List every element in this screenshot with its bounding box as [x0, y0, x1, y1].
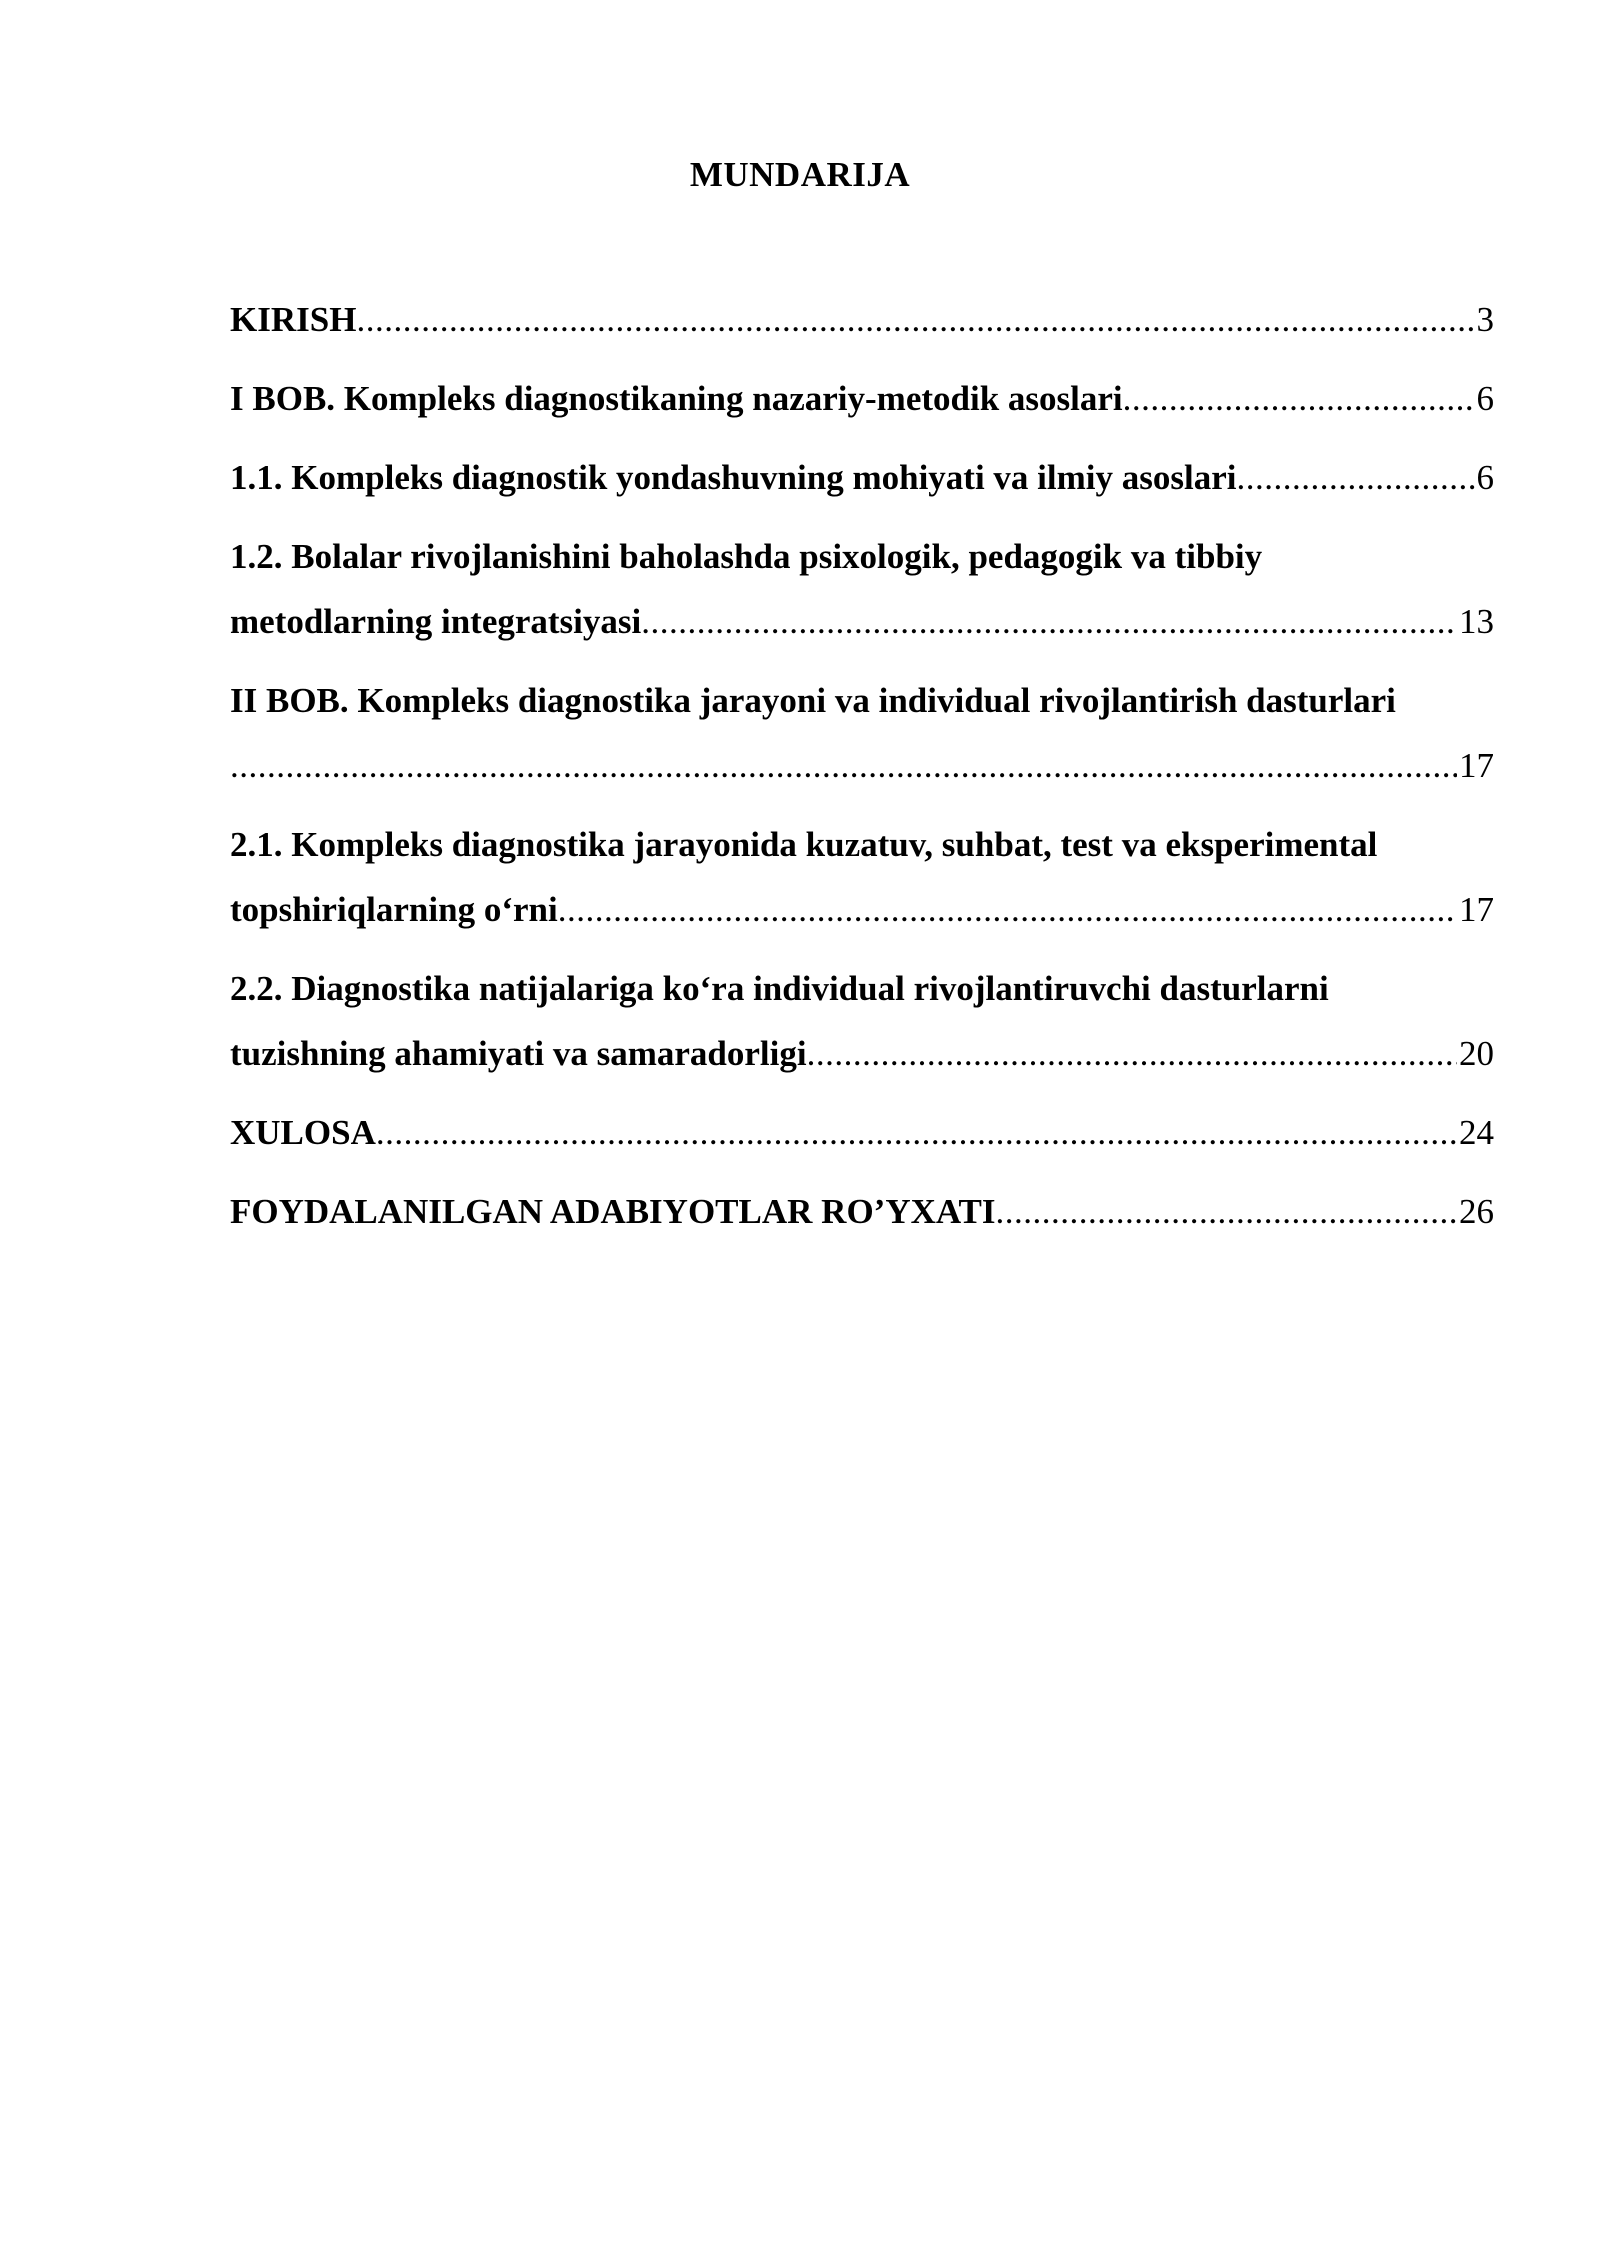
toc-line [230, 812, 1494, 877]
toc-entry-section-1-2[interactable] [230, 524, 1494, 654]
toc-line [230, 1021, 1494, 1086]
toc-page-number: 17 [1459, 746, 1494, 785]
dot-leader [230, 733, 1457, 798]
toc-line [230, 1100, 1494, 1165]
toc-line [230, 366, 1494, 431]
toc-line [230, 668, 1494, 733]
dot-leader [807, 1021, 1457, 1086]
toc-entry-label: 2.2. Diagnostika natijalariga ko‘ra individual rivojlantiruvchi dasturlarni [230, 969, 1329, 1008]
toc-page-number: 6 [1476, 379, 1494, 418]
toc-page-number: 6 [1476, 458, 1494, 497]
toc-entry-section-2-1[interactable] [230, 812, 1494, 942]
toc-entry-label: 2.1. Kompleks diagnostika jarayonida kuzatuv, suhbat, test va eksperimental [230, 825, 1378, 864]
dot-leader [558, 877, 1457, 942]
toc-entry-chapter-1[interactable] [230, 366, 1494, 431]
toc-line [230, 733, 1494, 798]
toc-entry-label: XULOSA [230, 1113, 376, 1152]
toc-page-number: 20 [1459, 1034, 1494, 1073]
dot-leader [641, 589, 1457, 654]
toc-entry-label: II BOB. Kompleks diagnostika jarayoni va individual rivojlantirish dasturlari [230, 681, 1396, 720]
toc-page-number: 3 [1476, 300, 1494, 339]
dot-leader [1123, 366, 1475, 431]
toc-entry-label-continued: metodlarning integratsiyasi [230, 602, 642, 641]
toc-entry-chapter-2[interactable] [230, 668, 1494, 798]
dot-leader [376, 1100, 1457, 1165]
table-of-contents [230, 287, 1494, 1244]
toc-page-number: 24 [1459, 1113, 1494, 1152]
toc-page-number: 13 [1459, 602, 1494, 641]
toc-entry-label-continued: tuzishning ahamiyati va samaradorligi [230, 1034, 807, 1073]
toc-entry-xulosa[interactable] [230, 1100, 1494, 1165]
toc-entry-section-1-1[interactable] [230, 445, 1494, 510]
toc-entry-label: 1.2. Bolalar rivojlanishini baholashda psixologik, pedagogik va tibbiy [230, 537, 1263, 576]
toc-entry-label: 1.1. Kompleks diagnostik yondashuvning mohiyati va ilmiy asoslari [230, 458, 1237, 497]
toc-entry-references[interactable] [230, 1179, 1494, 1244]
toc-line [230, 956, 1494, 1021]
toc-line [230, 524, 1494, 589]
toc-entry-kirish[interactable] [230, 287, 1494, 352]
toc-page-number: 26 [1459, 1192, 1494, 1231]
toc-line [230, 589, 1494, 654]
toc-entry-section-2-2[interactable] [230, 956, 1494, 1086]
dot-leader [1236, 445, 1474, 510]
toc-page-number: 17 [1459, 890, 1494, 929]
toc-line [230, 1179, 1494, 1244]
toc-line [230, 445, 1494, 510]
dot-leader [356, 287, 1474, 352]
toc-entry-label-continued: topshiriqlarning o‘rni [230, 890, 558, 929]
toc-line [230, 877, 1494, 942]
toc-entry-label: KIRISH [230, 300, 357, 339]
page-title: MUNDARIJA [689, 155, 911, 194]
toc-entry-label: FOYDALANILGAN ADABIYOTLAR RO’YXATI [230, 1192, 996, 1231]
toc-entry-label: I BOB. Kompleks diagnostikaning nazariy-metodik asoslari [230, 379, 1123, 418]
dot-leader [996, 1179, 1457, 1244]
toc-line [230, 287, 1494, 352]
